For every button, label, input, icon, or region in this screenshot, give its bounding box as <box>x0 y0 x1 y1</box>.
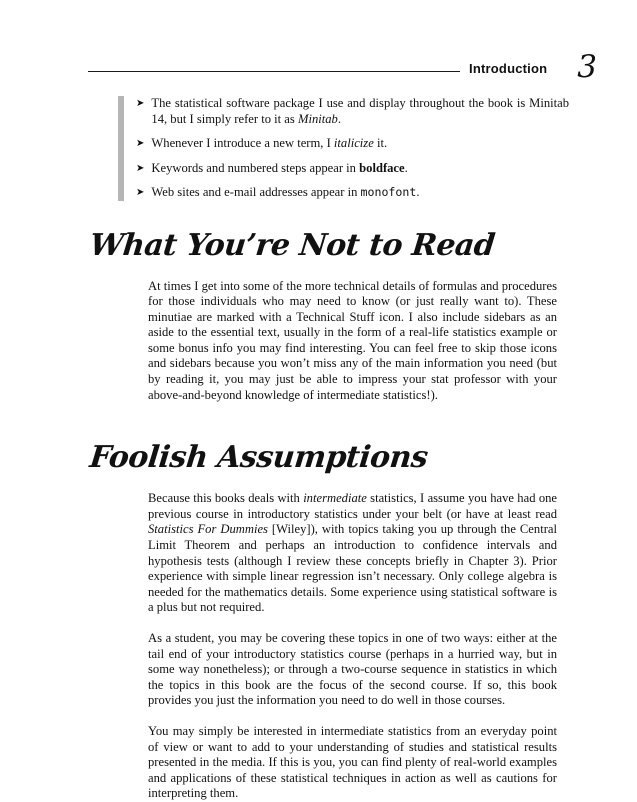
conventions-items <box>136 96 569 201</box>
section-heading-not-to-read: What You’re Not to Read <box>88 227 497 263</box>
paragraph: Because this books deals with intermediate statistics, I assume you have had one previous course in introductory statistics under your belt (or have at least read Statistics For Dummies [Wiley]), with topics taking you up through the Central Limit Theorem and perhaps an introduction to confidence intervals and hypothesis tests (although I review these concepts briefly in Chapter 3). Prior experience with simple linear regression isn’t necessary. Only college algebra is needed for the mathematics details. Some experience using statistical software is a plus but not required. <box>148 491 558 615</box>
convention-item <box>136 161 569 177</box>
arrow-bullet-icon: ➤ <box>136 162 145 174</box>
running-head: Introduction <box>469 61 548 76</box>
convention-text: Whenever I introduce a new term, I italicize it. <box>151 136 388 150</box>
convention-item <box>136 185 569 201</box>
page-header <box>88 49 597 85</box>
paragraph: You may simply be interested in intermediate statistics from an everyday point of view or want to add to your understanding of studies and statistical results presented in the media. If this is you, you can find plenty of real-world examples and applications of these statistical techniques in action as well as cautions for interpreting them. <box>148 723 557 801</box>
arrow-bullet-icon: ➤ <box>136 138 145 149</box>
page-number: 3 <box>577 49 597 85</box>
convention-text: The statistical software package I use and display throughout the book is Minitab 14, but I simply refer to it as Minitab. <box>151 96 569 126</box>
paragraph: At times I get into some of the more technical details of formulas and procedures for those individuals who may need to know (or just really want to). These minutiae are marked with a Technical Stuff icon. I also include sidebars as an aside to the essential text, usually in the form of a real-life statistics example or some bonus info you may find interesting. You can feel free to skip those icons and sidebars because you won’t miss any of the main information you need (but by reading it, you may just be able to impress your stat professor with your above-and-beyond knowledge of intermediate statistics!). <box>148 278 557 402</box>
convention-text: Web sites and e-mail addresses appear in monofont. <box>151 185 420 199</box>
paragraph: As a student, you may be covering these topics in one of two ways: either at the tail end of your introductory statistics course (perhaps in a hurried way, but in some way nonetheless); or through a two-course sequence in statistics in which the topics in this book are the focus of the second course. If so, this book provides you just the information you need to do well in those courses. <box>148 631 557 708</box>
header-rule <box>88 71 460 72</box>
convention-item <box>136 136 569 152</box>
convention-text: Keywords and numbered steps appear in boldface. <box>151 160 408 175</box>
convention-item <box>136 96 569 127</box>
conventions-list <box>118 96 569 201</box>
arrow-bullet-icon: ➤ <box>136 187 145 198</box>
section-heading-foolish-assumptions: Foolish Assumptions <box>88 440 430 476</box>
arrow-bullet-icon: ➤ <box>136 98 145 109</box>
